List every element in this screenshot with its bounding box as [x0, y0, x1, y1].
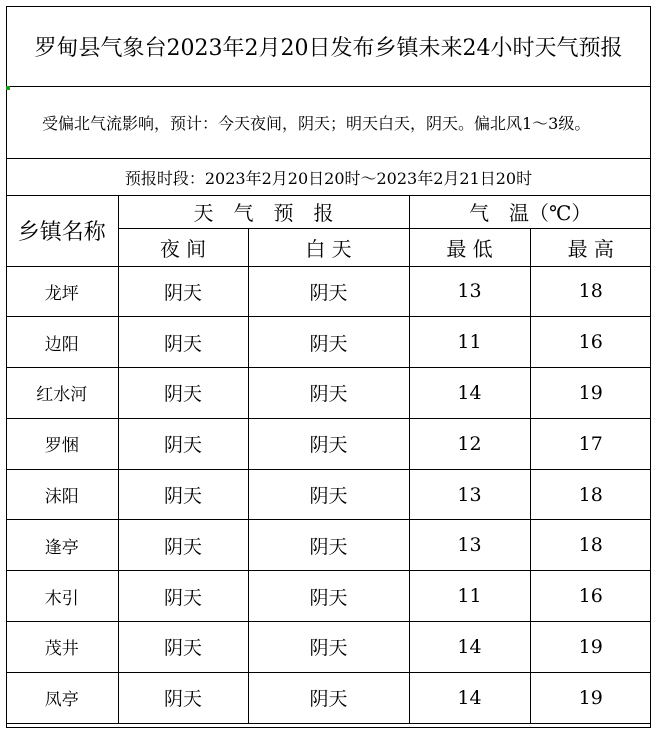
header-night: 夜 间: [118, 228, 248, 266]
town-cell: 木引: [6, 571, 118, 622]
page-title: 罗甸县气象台2023年2月20日发布乡镇未来24小时天气预报: [6, 6, 651, 87]
town-cell: 凤亭: [6, 672, 118, 723]
max-temp-cell: 16: [530, 317, 651, 368]
min-temp-cell: 11: [409, 571, 530, 622]
day-weather-cell: 阴天: [248, 469, 409, 520]
max-temp-cell: 17: [530, 418, 651, 469]
max-temp-cell: 16: [530, 571, 651, 622]
min-temp-cell: 11: [409, 317, 530, 368]
table-row: [6, 571, 651, 622]
min-temp-cell: 14: [409, 368, 530, 419]
day-weather-cell: 阴天: [248, 571, 409, 622]
night-weather-cell: 阴天: [118, 266, 248, 317]
forecast-table: [6, 195, 651, 724]
town-cell: 边阳: [6, 317, 118, 368]
header-min: 最 低: [409, 228, 530, 266]
max-temp-cell: 18: [530, 520, 651, 571]
forecast-description: 受偏北气流影响，预计：今天夜间，阴天；明天白天，阴天。偏北风1～3级。: [6, 87, 651, 159]
night-weather-cell: 阴天: [118, 520, 248, 571]
town-cell: 茂井: [6, 622, 118, 673]
town-cell: 沫阳: [6, 469, 118, 520]
table-row: [6, 368, 651, 419]
day-weather-cell: 阴天: [248, 520, 409, 571]
min-temp-cell: 14: [409, 672, 530, 723]
min-temp-cell: 12: [409, 418, 530, 469]
night-weather-cell: 阴天: [118, 622, 248, 673]
night-weather-cell: 阴天: [118, 418, 248, 469]
day-weather-cell: 阴天: [248, 368, 409, 419]
day-weather-cell: 阴天: [248, 266, 409, 317]
min-temp-cell: 13: [409, 520, 530, 571]
night-weather-cell: 阴天: [118, 672, 248, 723]
night-weather-cell: 阴天: [118, 469, 248, 520]
min-temp-cell: 13: [409, 266, 530, 317]
max-temp-cell: 19: [530, 368, 651, 419]
town-cell: 龙坪: [6, 266, 118, 317]
town-cell: 罗悃: [6, 418, 118, 469]
header-day: 白 天: [248, 228, 409, 266]
town-cell: 逢亭: [6, 520, 118, 571]
header-town: 乡镇名称: [6, 195, 118, 266]
table-row: [6, 418, 651, 469]
table-row: [6, 317, 651, 368]
min-temp-cell: 13: [409, 469, 530, 520]
night-weather-cell: 阴天: [118, 571, 248, 622]
header-forecast: 天 气 预 报: [118, 195, 409, 228]
table-row: [6, 520, 651, 571]
day-weather-cell: 阴天: [248, 622, 409, 673]
day-weather-cell: 阴天: [248, 418, 409, 469]
table-row: [6, 672, 651, 723]
forecast-period: 预报时段：2023年2月20日20时～2023年2月21日20时: [6, 159, 651, 196]
table-row: [6, 622, 651, 673]
town-cell: 红水河: [6, 368, 118, 419]
max-temp-cell: 19: [530, 672, 651, 723]
header-max: 最 高: [530, 228, 651, 266]
day-weather-cell: 阴天: [248, 672, 409, 723]
table-row: [6, 266, 651, 317]
night-weather-cell: 阴天: [118, 368, 248, 419]
header-temperature: 气 温（℃）: [409, 195, 651, 228]
table-row: [6, 469, 651, 520]
day-weather-cell: 阴天: [248, 317, 409, 368]
night-weather-cell: 阴天: [118, 317, 248, 368]
max-temp-cell: 19: [530, 622, 651, 673]
min-temp-cell: 14: [409, 622, 530, 673]
max-temp-cell: 18: [530, 266, 651, 317]
max-temp-cell: 18: [530, 469, 651, 520]
